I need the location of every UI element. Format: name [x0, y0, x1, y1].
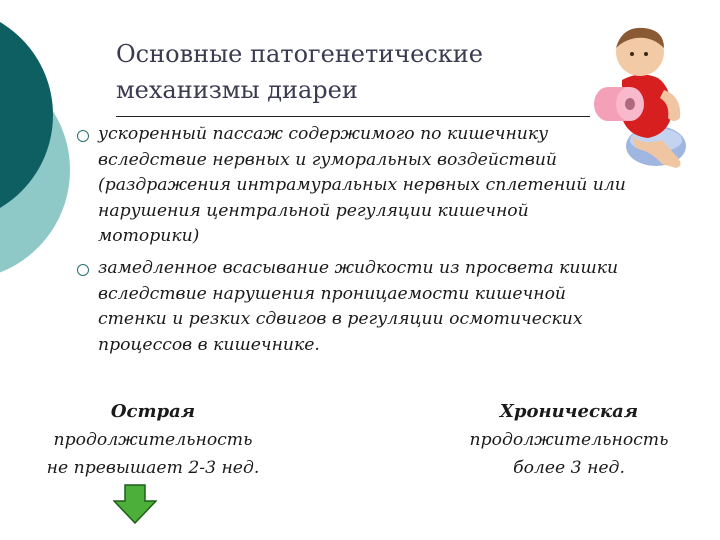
- chronic-duration-label: продолжительность: [469, 430, 669, 450]
- acute-heading: Острая: [110, 401, 196, 422]
- bullet-line: вследствие нервных и гуморальных воздействий: [98, 149, 557, 170]
- bullet-circle-icon: [77, 130, 89, 142]
- bullet-line: (раздражения интрамуральных нервных сплетений или: [98, 175, 626, 196]
- decorative-circles: [0, 0, 80, 300]
- bullet-list: [72, 122, 672, 358]
- bullet-line: моторики): [98, 226, 200, 247]
- acute-duration-value: не превышает 2-3 нед.: [46, 458, 260, 478]
- bullet-item-accelerated-passage: [72, 122, 672, 250]
- acute-column: [30, 398, 276, 482]
- bullet-line: замедленное всасывание жидкости из просвета кишки: [98, 257, 619, 278]
- chronic-column: [448, 398, 690, 482]
- bullet-line: стенки и резких сдвигов в регуляции осмотических: [98, 309, 583, 330]
- bullet-line: нарушения центральной регуляции кишечной: [98, 200, 529, 221]
- title-line-2: механизмы диареи: [116, 76, 358, 104]
- bullet-circle-icon: [77, 264, 89, 276]
- bullet-line: процессов в кишечнике.: [98, 334, 320, 355]
- title-underline: [116, 116, 590, 117]
- down-arrow-icon: [113, 484, 157, 524]
- chronic-duration-value: более 3 нед.: [513, 458, 625, 478]
- bullet-line: ускоренный пассаж содержимого по кишечнику: [98, 124, 549, 144]
- chronic-heading: Хроническая: [499, 401, 639, 422]
- acute-duration-label: продолжительность: [53, 430, 253, 450]
- bullet-line: вследствие нарушения проницаемости кишечной: [98, 283, 566, 304]
- title-line-1: Основные патогенетические: [116, 40, 483, 68]
- bullet-item-slowed-absorption: [72, 256, 672, 358]
- slide-title: [116, 36, 586, 108]
